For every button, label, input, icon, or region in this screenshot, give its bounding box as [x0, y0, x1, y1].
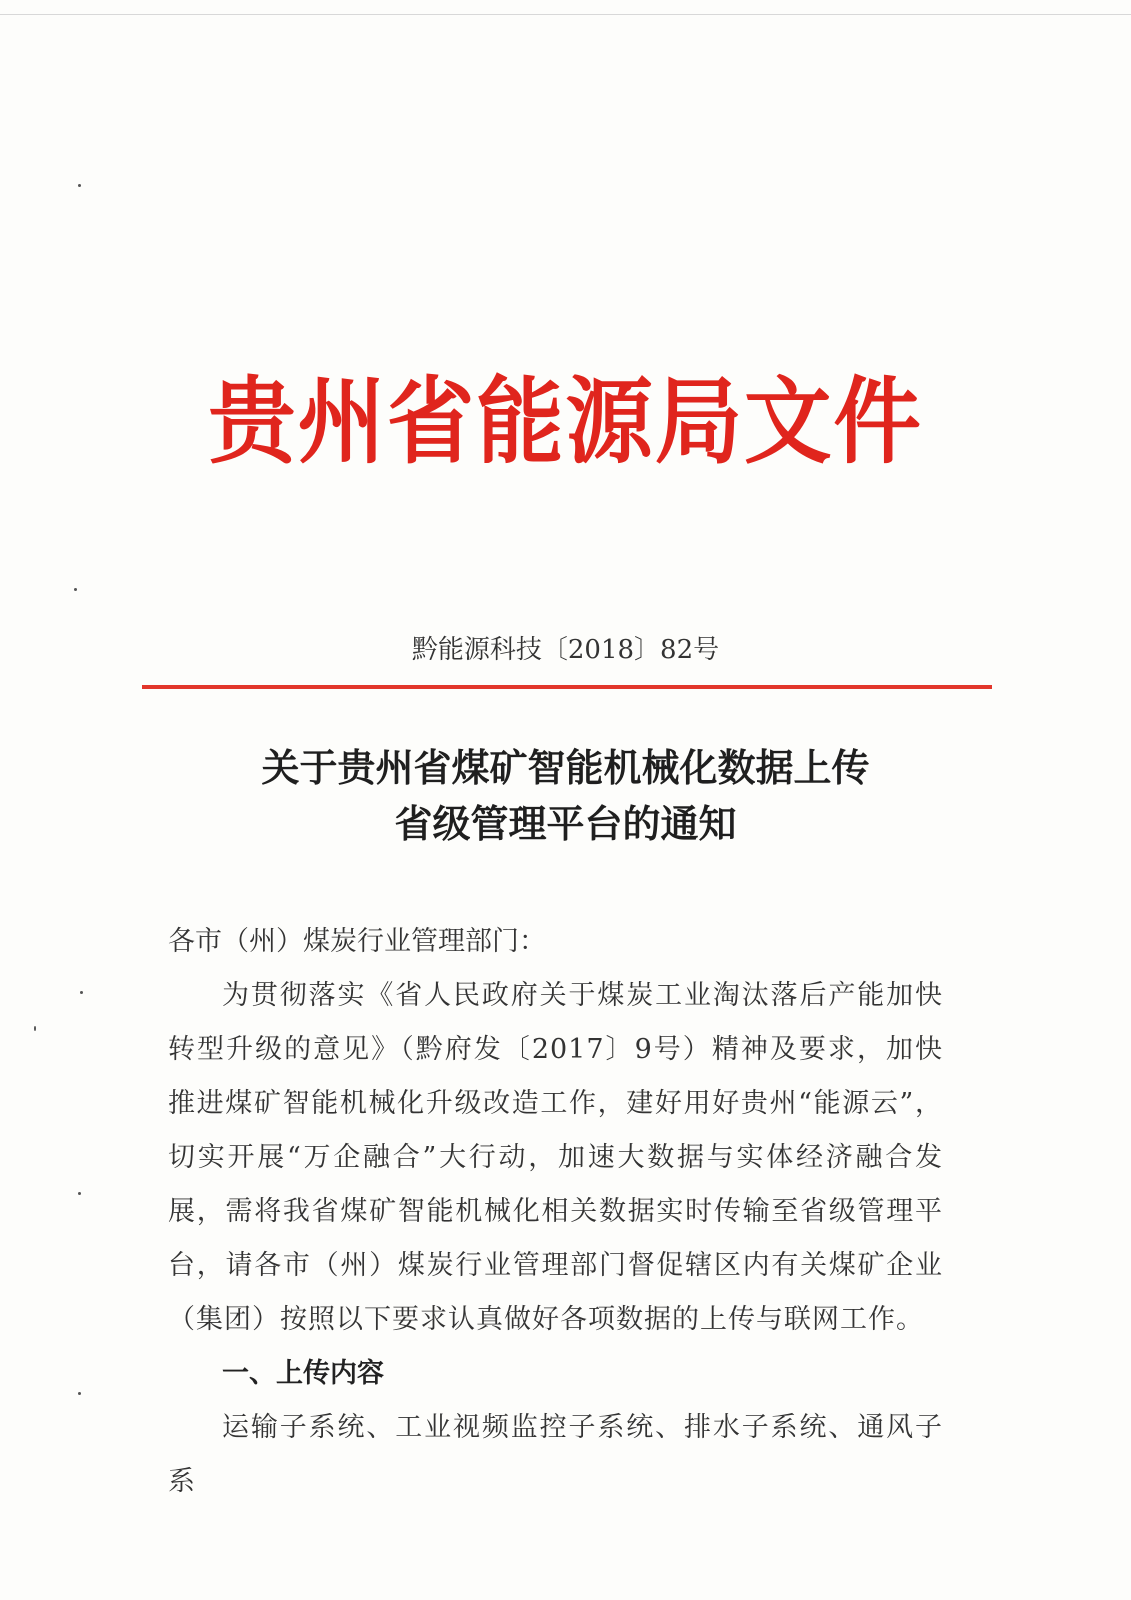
document-title	[0, 740, 1131, 852]
title-line-1: 关于贵州省煤矿智能机械化数据上传	[261, 746, 870, 790]
scan-speck	[80, 991, 83, 994]
scan-speck	[78, 1392, 81, 1395]
document-body	[168, 915, 943, 1509]
document-number: 黔能源科技〔2018〕82号	[411, 635, 720, 665]
body-paragraph-2: 运输子系统、工业视频监控子系统、排水子系统、通风子系	[168, 1412, 943, 1497]
salutation: 各市（州）煤炭行业管理部门：	[168, 926, 546, 957]
issuer-header: 贵州省能源局文件	[208, 368, 923, 477]
scan-speck	[78, 184, 81, 187]
section-heading-1: 一、上传内容	[222, 1358, 384, 1389]
body-paragraph-1: 为贯彻落实《省人民政府关于煤炭工业淘汰落后产能加快转型升级的意见》（黔府发〔2017〕9号）精神及要求，加快推进煤矿智能机械化升级改造工作，建好用好贵州“能源云”，切实开展“万企融合”大行动，加速大数据与实体经济融合发展，需将我省煤矿智能机械化相关数据实时传输至省级管理平台，请各市（州）煤炭行业管理部门督促辖区内有关煤矿企业（集团）按照以下要求认真做好各项数据的上传与联网工作。	[168, 980, 943, 1335]
scan-speck	[34, 1026, 36, 1031]
scan-top-edge	[0, 14, 1131, 15]
scan-speck	[74, 588, 77, 591]
red-divider-line	[142, 685, 992, 689]
title-line-2: 省级管理平台的通知	[394, 802, 737, 846]
scan-speck	[78, 1192, 81, 1195]
